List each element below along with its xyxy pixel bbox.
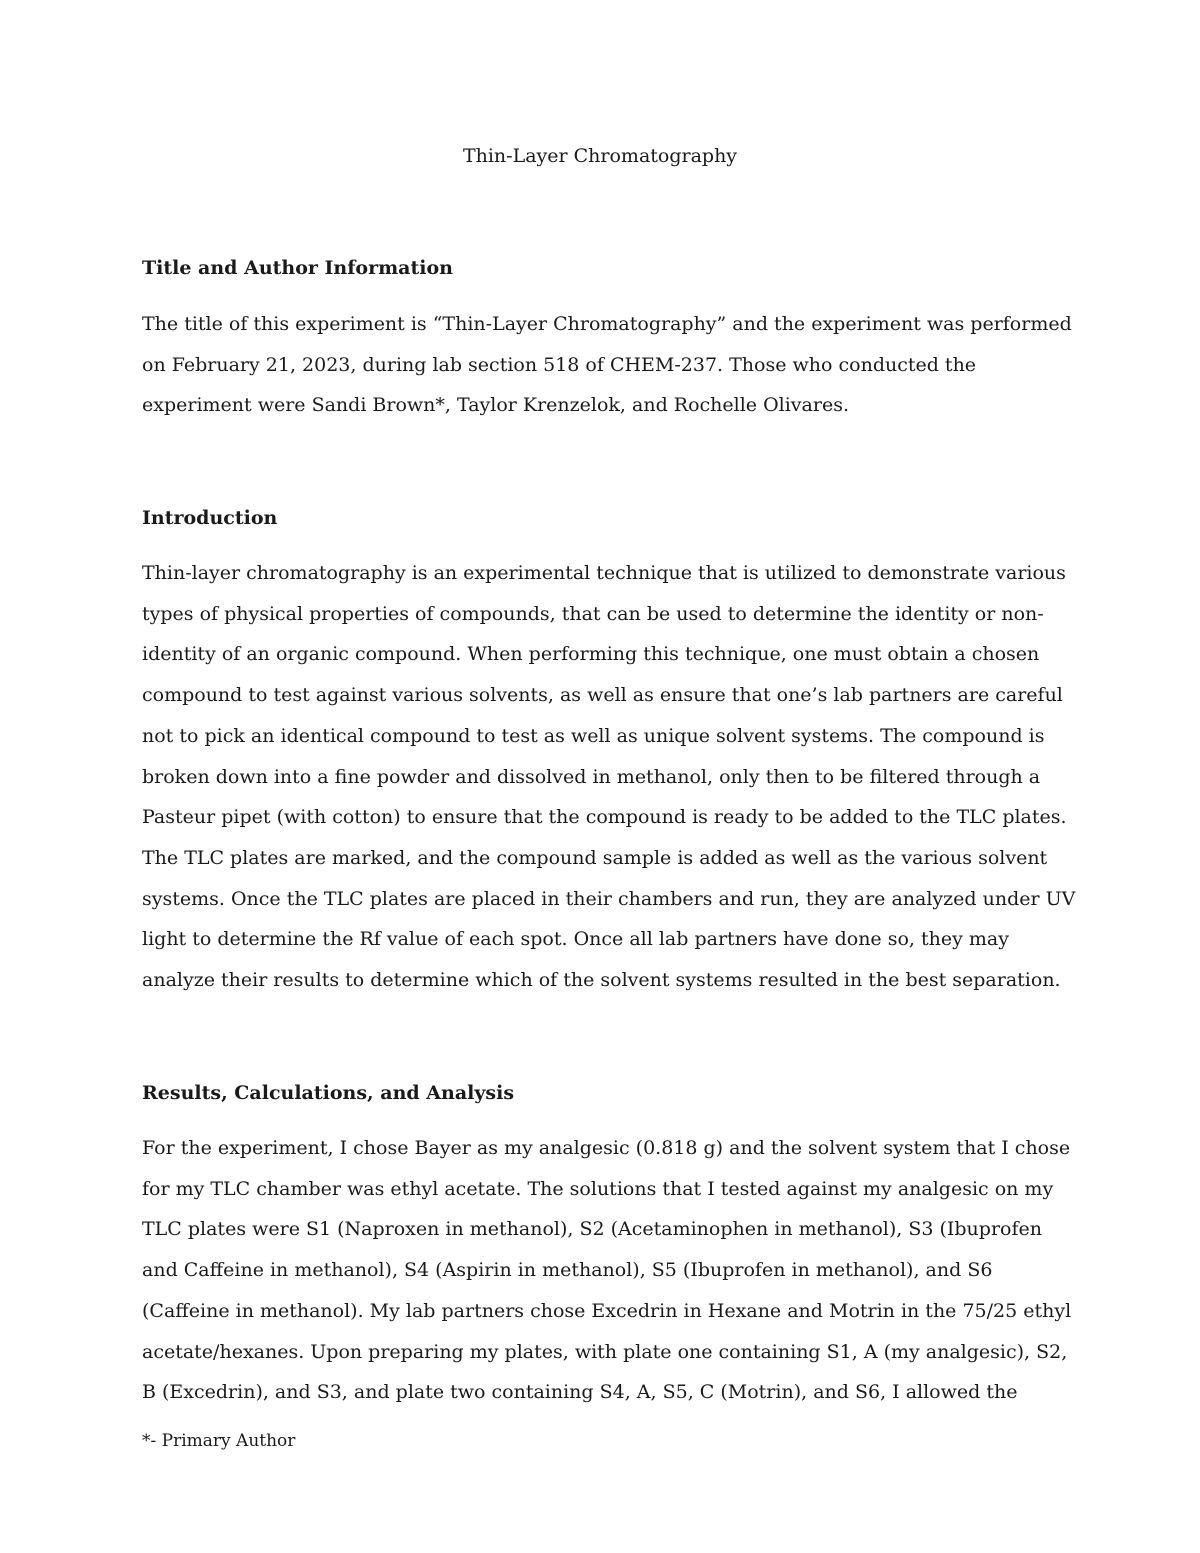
text-line: broken down into a fine powder and dissolved in methanol, only then to be filtered through a — [142, 765, 1041, 788]
footnote-primary-author: *- Primary Author — [142, 1431, 296, 1451]
text-line: not to pick an identical compound to test as well as unique solvent systems. The compound is — [142, 724, 1045, 747]
text-line: Pasteur pipet (with cotton) to ensure that the compound is ready to be added to the TLC plates. — [142, 806, 1067, 829]
paragraph-introduction — [142, 553, 1076, 1001]
text-line: B (Excedrin), and S3, and plate two containing S4, A, S5, C (Motrin), and S6, I allowed the — [142, 1381, 1018, 1404]
text-line: The title of this experiment is “Thin-Layer Chromatography” and the experiment was performed — [142, 313, 1072, 335]
text-line: The TLC plates are marked, and the compound sample is added as well as the various solvent — [142, 846, 1048, 869]
section-heading-title-author: Title and Author Information — [142, 257, 453, 279]
document-title: Thin-Layer Chromatography — [462, 145, 738, 167]
text-line: Thin-layer chromatography is an experimental technique that is utilized to demonstrate various — [142, 562, 1066, 584]
text-line: experiment were Sandi Brown*, Taylor Krenzelok, and Rochelle Olivares. — [142, 394, 849, 417]
text-line: systems. Once the TLC plates are placed in their chambers and run, they are analyzed under UV — [142, 887, 1076, 910]
text-line: analyze their results to determine which of the solvent systems resulted in the best separation. — [142, 969, 1061, 992]
text-line: identity of an organic compound. When performing this technique, one must obtain a chosen — [142, 643, 1040, 666]
text-line: TLC plates were S1 (Naproxen in methanol), S2 (Acetaminophen in methanol), S3 (Ibuprofen — [142, 1218, 1042, 1241]
text-line: on February 21, 2023, during lab section 518 of CHEM-237. Those who conducted the — [142, 353, 977, 376]
text-line: for my TLC chamber was ethyl acetate. The solutions that I tested against my analgesic on my — [142, 1177, 1054, 1200]
text-line: For the experiment, I chose Bayer as my analgesic (0.818 g) and the solvent system that I chose — [142, 1137, 1071, 1159]
text-line: compound to test against various solvents, as well as ensure that one’s lab partners are careful — [142, 684, 1063, 707]
text-line: types of physical properties of compounds, that can be used to determine the identity or non- — [142, 602, 1044, 625]
text-line: (Caffeine in methanol). My lab partners chose Excedrin in Hexane and Motrin in the 75/25 ethyl — [142, 1299, 1072, 1322]
text-line: light to determine the Rf value of each spot. Once all lab partners have done so, they may — [142, 928, 1009, 951]
text-line: and Caffeine in methanol), S4 (Aspirin in methanol), S5 (Ibuprofen in methanol), and S6 — [142, 1259, 993, 1282]
paragraph-results — [142, 1128, 1072, 1413]
section-heading-introduction: Introduction — [142, 507, 278, 529]
text-line: acetate/hexanes. Upon preparing my plates, with plate one containing S1, A (my analgesic), S2, — [142, 1340, 1068, 1363]
section-heading-results: Results, Calculations, and Analysis — [142, 1082, 515, 1104]
paragraph-title-author — [142, 304, 1072, 426]
